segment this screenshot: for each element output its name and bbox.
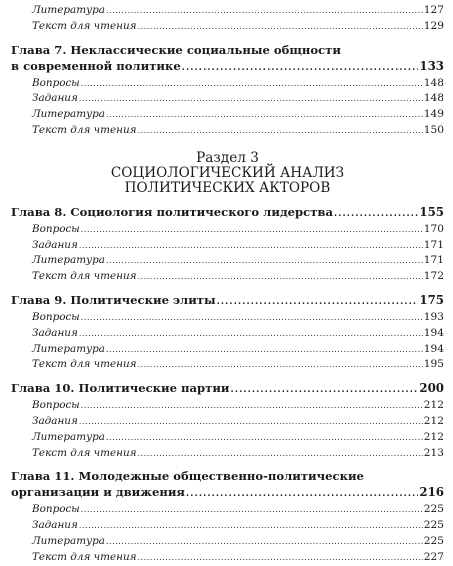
leader-dots [79, 414, 423, 430]
toc-entry-literature[interactable] [11, 107, 444, 123]
toc-entry-literature[interactable] [11, 3, 444, 19]
leader-dots [81, 398, 423, 414]
page-number: 213 [423, 446, 444, 459]
page-number: 155 [419, 204, 444, 219]
leader-dots [81, 502, 423, 518]
toc-chapter-7[interactable] [11, 42, 444, 76]
leader-dots [138, 550, 423, 566]
page-number: 225 [423, 519, 444, 532]
leader-dots [231, 382, 419, 398]
page-number: 193 [423, 310, 444, 323]
toc-entry-label: Вопросы [32, 310, 80, 323]
page-number: 195 [423, 358, 444, 371]
leader-dots [138, 357, 423, 373]
toc-entry-label: Литература [32, 254, 105, 267]
toc-entry-reading-text[interactable] [11, 123, 444, 139]
toc-chapter-8[interactable] [11, 204, 444, 222]
leader-dots [138, 123, 423, 139]
leader-dots [79, 326, 423, 342]
toc-entry-label: Текст для чтения [32, 123, 137, 136]
page-number: 150 [423, 123, 444, 136]
page-number: 212 [423, 414, 444, 427]
leader-dots [334, 206, 418, 222]
toc-entry-reading-text[interactable] [11, 550, 444, 566]
toc-entry-reading-text[interactable] [11, 446, 444, 462]
page-number: 127 [423, 4, 444, 16]
chapter-title-line1: Глава 7. Неклассические социальные общности [11, 42, 341, 57]
leader-dots [106, 534, 423, 550]
toc-entry-reading-text[interactable] [11, 269, 444, 285]
toc-chapter-9[interactable] [11, 292, 444, 310]
toc-entry-label: Вопросы [32, 222, 80, 235]
page-number: 148 [423, 92, 444, 105]
toc-entry-assignments[interactable] [11, 326, 444, 342]
leader-dots [79, 518, 423, 534]
toc-entry-label: Вопросы [32, 76, 80, 89]
page-number: 212 [423, 430, 444, 443]
leader-dots [81, 310, 423, 326]
section-title-line1: СОЦИОЛОГИЧЕСКИЙ АНАЛИЗ [110, 164, 345, 181]
toc-entry-questions[interactable] [11, 398, 444, 414]
toc-entry-questions[interactable] [11, 502, 444, 518]
leader-dots [106, 342, 423, 358]
page-number: 175 [419, 292, 444, 307]
chapter-title: Глава 8. Социология политического лидерства [11, 204, 333, 219]
section-title-line2: ПОЛИТИЧЕСКИХ АКТОРОВ [124, 179, 331, 196]
page-number: 172 [423, 270, 444, 283]
toc-entry-label: Литература [32, 4, 105, 16]
toc-entry-label: Вопросы [32, 399, 80, 412]
chapter-title-line1: Глава 11. Молодежные общественно-политические [11, 469, 364, 484]
toc-entry-questions[interactable] [11, 222, 444, 238]
page-number: 200 [419, 381, 444, 396]
leader-dots [106, 430, 423, 446]
page-number: 225 [423, 503, 444, 516]
toc-entry-label: Литература [32, 108, 105, 121]
page-number: 225 [423, 534, 444, 547]
page-number: 216 [419, 485, 444, 500]
page-number: 194 [423, 326, 444, 339]
toc-chapter-11[interactable] [11, 468, 444, 502]
chapter-title: Глава 10. Политические партии [11, 381, 230, 396]
toc-entry-literature[interactable] [11, 534, 444, 550]
page-number: 212 [423, 399, 444, 412]
toc-entry-assignments[interactable] [11, 238, 444, 254]
page-number: 194 [423, 342, 444, 355]
toc-entry-questions[interactable] [11, 76, 444, 92]
toc-entry-assignments[interactable] [11, 518, 444, 534]
toc-entry-assignments[interactable] [11, 414, 444, 430]
toc-entry-label: Задания [32, 414, 78, 427]
table-of-contents [11, 3, 444, 566]
section-heading [11, 151, 444, 196]
leader-dots [81, 222, 423, 238]
toc-entry-label: Текст для чтения [32, 358, 137, 371]
toc-entry-label: Литература [32, 534, 105, 547]
toc-entry-label: Задания [32, 519, 78, 532]
page-number: 170 [423, 222, 444, 235]
toc-entry-label: Текст для чтения [32, 446, 137, 459]
toc-entry-label: Текст для чтения [32, 550, 137, 563]
toc-entry-questions[interactable] [11, 310, 444, 326]
chapter-title-line2: организации и движения [11, 485, 186, 500]
toc-entry-label: Литература [32, 342, 105, 355]
page-number: 148 [423, 76, 444, 89]
toc-entry-label: Текст для чтения [32, 19, 137, 32]
page-number: 149 [423, 108, 444, 121]
toc-entry-literature[interactable] [11, 430, 444, 446]
toc-entry-label: Текст для чтения [32, 270, 137, 283]
leader-dots [79, 238, 423, 254]
leader-dots [79, 91, 423, 107]
leader-dots [138, 269, 423, 285]
toc-entry-label: Вопросы [32, 503, 80, 516]
toc-entry-reading-text[interactable] [11, 357, 444, 373]
toc-entry-label: Задания [32, 92, 78, 105]
toc-chapter-10[interactable] [11, 380, 444, 398]
section-number: Раздел 3 [196, 149, 259, 166]
leader-dots [106, 253, 423, 269]
leader-dots [138, 446, 423, 462]
page-number: 129 [423, 19, 444, 32]
leader-dots [81, 76, 423, 92]
toc-entry-label: Задания [32, 238, 78, 251]
chapter-title-line2: в современной политике [11, 58, 181, 73]
leader-dots [182, 60, 419, 76]
leader-dots [138, 19, 423, 35]
leader-dots [106, 107, 423, 123]
page-number: 171 [423, 238, 444, 251]
toc-entry-literature[interactable] [11, 253, 444, 269]
page-number: 133 [419, 58, 444, 73]
toc-entry-label: Задания [32, 326, 78, 339]
page-number: 171 [423, 254, 444, 267]
page-number: 227 [423, 550, 444, 563]
toc-entry-assignments[interactable] [11, 91, 444, 107]
toc-entry-literature[interactable] [11, 342, 444, 358]
leader-dots [217, 294, 419, 310]
toc-entry-label: Литература [32, 430, 105, 443]
leader-dots [106, 3, 423, 19]
toc-entry-reading-text[interactable] [11, 19, 444, 35]
leader-dots [186, 486, 418, 502]
chapter-title: Глава 9. Политические элиты [11, 292, 216, 307]
